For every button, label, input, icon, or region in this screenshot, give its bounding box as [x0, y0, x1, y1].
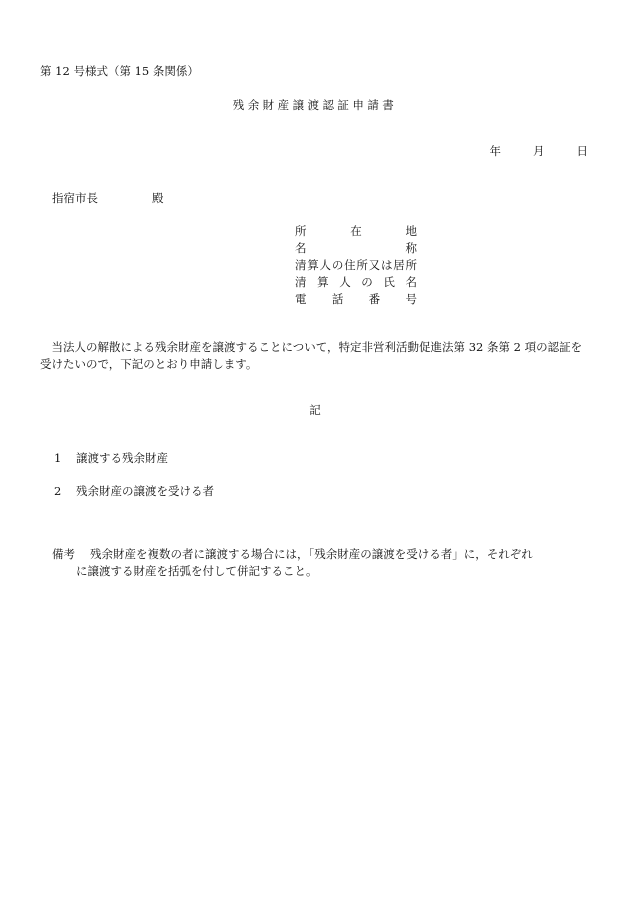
- remarks-line-2: に譲渡する財産を括弧を付して併記すること。: [76, 564, 318, 579]
- item-label: 残余財産の譲渡を受ける者: [76, 484, 214, 498]
- form-number: 第 12 号様式（第 15 条関係）: [40, 64, 199, 78]
- list-item: [54, 484, 214, 499]
- remarks-section: [52, 546, 592, 581]
- list-item: [54, 451, 168, 466]
- addressee-honorific: 殿: [152, 191, 164, 205]
- addressee-name: 指宿市長: [52, 191, 98, 205]
- date-line: [490, 144, 589, 159]
- item-label: 譲渡する残余財産: [76, 451, 168, 465]
- applicant-location-label: [295, 224, 417, 239]
- ki-heading: 記: [309, 403, 321, 417]
- liquidator-address-text: 清算人の住所又は居所: [295, 258, 417, 272]
- applicant-location-text: 所在地: [295, 224, 417, 238]
- item-number: 2: [54, 484, 62, 498]
- remarks-label: 備考: [52, 547, 75, 561]
- application-body-text: 当法人の解散による残余財産を譲渡することについて，特定非営利活動促進法第 32 条第 2 項の認証を受けたいので，下記のとおり申請します。: [40, 340, 583, 371]
- item-number: 1: [54, 451, 62, 465]
- applicant-name-label: [295, 241, 417, 256]
- remarks-line-1: 残余財産を複数の者に譲渡する場合には，「残余財産の譲渡を受ける者」に，それぞれ: [90, 547, 533, 561]
- date-year-label: 年: [489, 144, 501, 158]
- date-day-label: 日: [576, 144, 588, 158]
- date-month-label: 月: [533, 144, 545, 158]
- applicant-name-text: 名称: [295, 241, 417, 255]
- phone-number-label: [295, 292, 417, 307]
- liquidator-name-label: [295, 275, 417, 290]
- phone-number-text: 電話番号: [295, 292, 417, 306]
- liquidator-name-text: 清算人の氏名: [295, 275, 417, 289]
- addressee: [52, 191, 164, 206]
- document-title: 残余財産譲渡認証申請書: [232, 98, 398, 112]
- liquidator-address-label: [295, 258, 417, 273]
